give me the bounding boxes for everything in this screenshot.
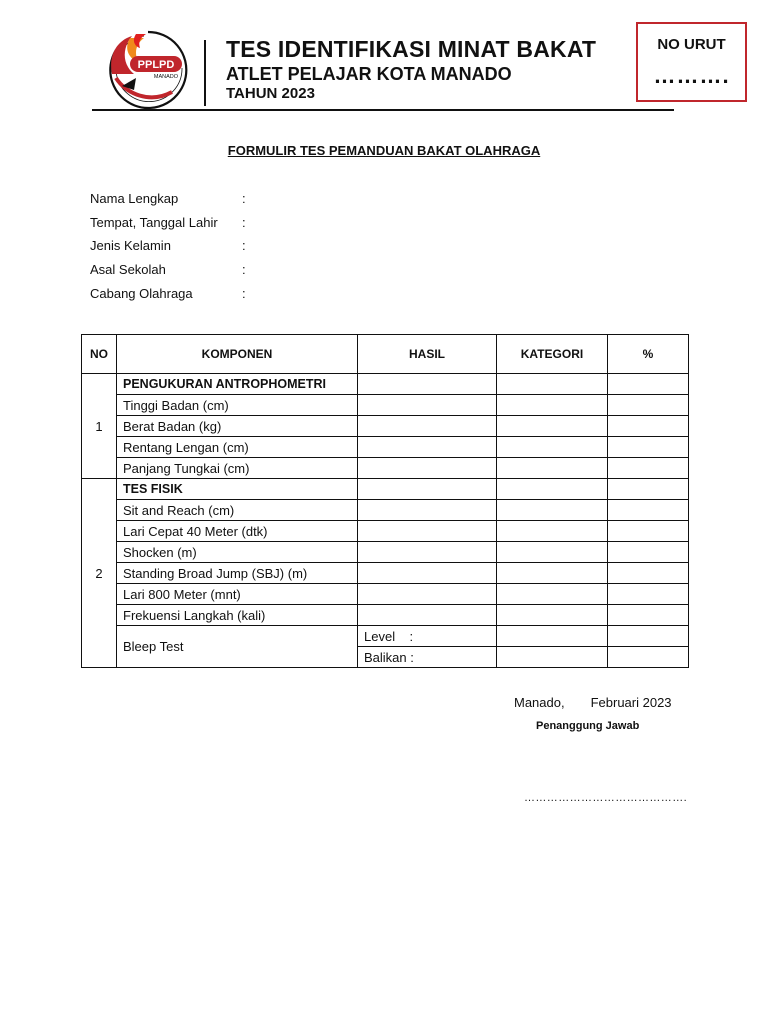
no-urut-box	[636, 22, 747, 102]
kategori-cell[interactable]	[497, 416, 608, 437]
assessment-table	[81, 334, 689, 668]
no-urut-value: ……….	[653, 63, 730, 88]
group-title: TES FISIK	[117, 479, 358, 500]
group-title: PENGUKURAN ANTROPHOMETRI	[117, 374, 358, 395]
field-tempat-tanggal-lahir[interactable]	[90, 215, 246, 230]
table-header-row	[82, 335, 689, 374]
field-asal-sekolah[interactable]	[90, 262, 246, 277]
field-label: Cabang Olahraga	[90, 286, 193, 301]
percent-cell[interactable]	[608, 626, 689, 647]
kategori-cell[interactable]	[497, 479, 608, 500]
kategori-cell[interactable]	[497, 395, 608, 416]
percent-cell[interactable]	[608, 542, 689, 563]
header-hasil: HASIL	[358, 335, 497, 374]
header-year: TAHUN 2023	[226, 85, 315, 102]
header-title: TES IDENTIFIKASI MINAT BAKAT	[226, 36, 597, 62]
hasil-cell[interactable]	[358, 542, 497, 563]
form-title: FORMULIR TES PEMANDUAN BAKAT OLAHRAGA	[227, 143, 541, 158]
component-label: Frekuensi Langkah (kali)	[117, 605, 358, 626]
field-label: Tempat, Tanggal Lahir	[90, 215, 218, 230]
hasil-cell[interactable]	[358, 458, 497, 479]
header-horizontal-rule	[92, 109, 674, 111]
component-label: Sit and Reach (cm)	[117, 500, 358, 521]
table-row	[82, 626, 689, 647]
pplpd-logo	[104, 28, 194, 110]
svg-text:PPLPD: PPLPD	[137, 59, 175, 71]
bleep-level-cell[interactable]: Level :	[358, 626, 497, 647]
component-label: Standing Broad Jump (SBJ) (m)	[117, 563, 358, 584]
header-kategori: KATEGORI	[497, 335, 608, 374]
field-label: Nama Lengkap	[90, 191, 179, 206]
field-label: Asal Sekolah	[90, 262, 166, 277]
kategori-cell[interactable]	[497, 647, 608, 668]
kategori-cell[interactable]	[497, 521, 608, 542]
hasil-cell[interactable]	[358, 521, 497, 542]
percent-cell[interactable]	[608, 458, 689, 479]
field-jenis-kelamin[interactable]	[90, 238, 246, 253]
hasil-cell[interactable]	[358, 500, 497, 521]
field-colon: :	[242, 262, 246, 277]
place-date	[514, 695, 672, 710]
svg-text:MANADO: MANADO	[153, 74, 179, 80]
component-label: Panjang Tungkai (cm)	[117, 458, 358, 479]
table-row	[82, 395, 689, 416]
header-vertical-rule	[204, 40, 206, 106]
date: Februari 2023	[590, 695, 672, 710]
field-colon: :	[242, 215, 246, 230]
hasil-cell[interactable]	[358, 395, 497, 416]
component-label: Shocken (m)	[117, 542, 358, 563]
percent-cell[interactable]	[608, 374, 689, 395]
percent-cell[interactable]	[608, 647, 689, 668]
field-cabang-olahraga[interactable]	[90, 286, 246, 301]
field-colon: :	[242, 238, 246, 253]
bleep-test-label: Bleep Test	[117, 626, 358, 668]
place: Manado,	[514, 695, 565, 710]
hasil-cell[interactable]	[358, 479, 497, 500]
table-row	[82, 605, 689, 626]
table-row	[82, 416, 689, 437]
hasil-cell[interactable]	[358, 584, 497, 605]
table-row	[82, 374, 689, 395]
kategori-cell[interactable]	[497, 437, 608, 458]
kategori-cell[interactable]	[497, 626, 608, 647]
percent-cell[interactable]	[608, 605, 689, 626]
field-label: Jenis Kelamin	[90, 238, 171, 253]
kategori-cell[interactable]	[497, 374, 608, 395]
field-colon: :	[242, 191, 246, 206]
table-row	[82, 479, 689, 500]
component-label: Lari Cepat 40 Meter (dtk)	[117, 521, 358, 542]
table-row	[82, 458, 689, 479]
group-number: 2	[82, 479, 117, 668]
bleep-balikan-cell[interactable]: Balikan :	[358, 647, 497, 668]
kategori-cell[interactable]	[497, 500, 608, 521]
component-label: Berat Badan (kg)	[117, 416, 358, 437]
hasil-cell[interactable]	[358, 374, 497, 395]
hasil-cell[interactable]	[358, 605, 497, 626]
table-row	[82, 542, 689, 563]
no-urut-label: NO URUT	[657, 36, 726, 53]
table-row	[82, 563, 689, 584]
header-percent: %	[608, 335, 689, 374]
hasil-cell[interactable]	[358, 563, 497, 584]
group-number: 1	[82, 374, 117, 479]
hasil-cell[interactable]	[358, 416, 497, 437]
responsible-label: Penanggung Jawab	[536, 720, 640, 732]
percent-cell[interactable]	[608, 563, 689, 584]
kategori-cell[interactable]	[497, 563, 608, 584]
percent-cell[interactable]	[608, 521, 689, 542]
field-nama-lengkap[interactable]	[90, 191, 246, 206]
header-komponen: KOMPONEN	[117, 335, 358, 374]
kategori-cell[interactable]	[497, 542, 608, 563]
kategori-cell[interactable]	[497, 584, 608, 605]
table-row	[82, 500, 689, 521]
component-label: Lari 800 Meter (mnt)	[117, 584, 358, 605]
header-subtitle: ATLET PELAJAR KOTA MANADO	[226, 64, 512, 84]
component-label: Rentang Lengan (cm)	[117, 437, 358, 458]
percent-cell[interactable]	[608, 437, 689, 458]
percent-cell[interactable]	[608, 395, 689, 416]
kategori-cell[interactable]	[497, 605, 608, 626]
header-no: NO	[82, 335, 117, 374]
kategori-cell[interactable]	[497, 458, 608, 479]
component-label: Tinggi Badan (cm)	[117, 395, 358, 416]
signature-line: …………………………………….	[524, 792, 688, 804]
percent-cell[interactable]	[608, 584, 689, 605]
table-row	[82, 584, 689, 605]
percent-cell[interactable]	[608, 500, 689, 521]
table-row	[82, 437, 689, 458]
table-row	[82, 521, 689, 542]
percent-cell[interactable]	[608, 416, 689, 437]
percent-cell[interactable]	[608, 479, 689, 500]
hasil-cell[interactable]	[358, 437, 497, 458]
field-colon: :	[242, 286, 246, 301]
